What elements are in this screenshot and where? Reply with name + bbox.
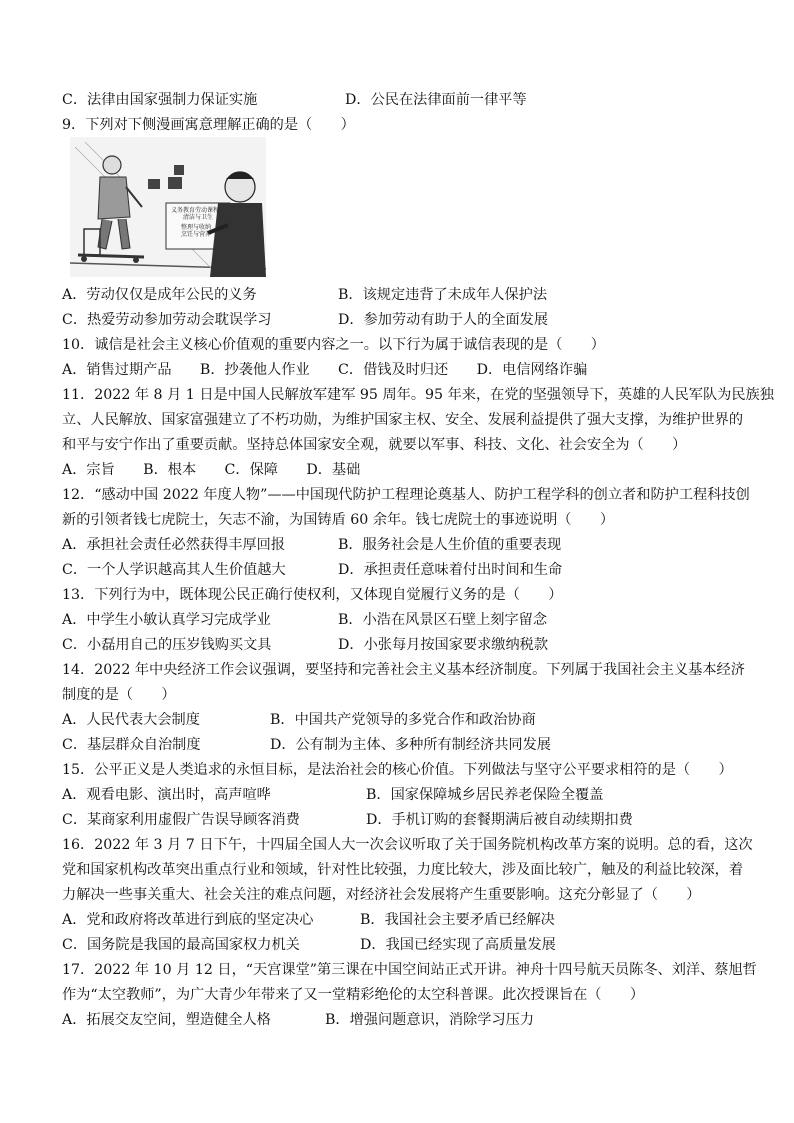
q15-option-d: D．手机订购的套餐期满后被自动续期扣费 bbox=[366, 812, 633, 828]
q9-stem: 9．下列对下侧漫画寓意理解正确的是（ ） bbox=[62, 117, 355, 133]
q17-line-2: 作为“太空教师”，为广大青少年带来了又一堂精彩绝伦的太空科普课。此次授课旨在（ ） bbox=[62, 987, 645, 1003]
q8-option-d: D．公民在法律面前一律平等 bbox=[345, 92, 527, 108]
q16-option-b: B．我国社会主要矛盾已经解决 bbox=[360, 912, 555, 928]
q15-stem: 15．公平正义是人类追求的永恒目标，是法治社会的核心价值。下列做法与坚守公平要求相符的是（ ） bbox=[62, 762, 733, 778]
q14-line-1: 14．2022 年中央经济工作会议强调，要坚持和完善社会主义基本经济制度。下列属于我国社会主义基本经济 bbox=[62, 662, 745, 678]
q9-option-c: C．热爱劳动参加劳动会耽误学习 bbox=[62, 312, 272, 328]
q12-option-a: A．承担社会责任必然获得丰厚回报 bbox=[62, 537, 286, 553]
q14-option-a: A．人民代表大会制度 bbox=[62, 712, 200, 728]
cartoon-sign-line-3: 整理与收纳 bbox=[181, 224, 212, 231]
q9-cartoon-image bbox=[70, 137, 266, 277]
q10-options: A．销售过期产品 B．抄袭他人作业 C．借钱及时归还 D．电信网络诈骗 bbox=[62, 362, 588, 378]
q14-line-2: 制度的是（ ） bbox=[62, 687, 176, 703]
q14-option-b: B．中国共产党领导的多党合作和政治协商 bbox=[270, 712, 536, 728]
q16-option-c: C．国务院是我国的最高国家权力机关 bbox=[62, 937, 300, 953]
q17-option-b: B．增强问题意识，消除学习压力 bbox=[325, 1012, 535, 1028]
q12-option-b: B．服务社会是人生价值的重要表现 bbox=[338, 537, 562, 553]
q16-line-2: 党和国家机构改革突出重点行业和领域，针对性比较强，力度比较大，涉及面比较广，触及的利益比较深，着 bbox=[62, 862, 744, 878]
q13-option-c: C．小磊用自己的压岁钱购买文具 bbox=[62, 637, 272, 653]
q12-line-1: 12．“感动中国 2022 年度人物”——中国现代防护工程理论奠基人、防护工程学科的创立者和防护工程科技创 bbox=[62, 487, 750, 503]
q16-option-d: D．我国已经实现了高质量发展 bbox=[360, 937, 556, 953]
q12-line-2: 新的引领者钱七虎院士，矢志不渝，为国铸盾 60 余年。钱七虎院士的事迹说明（ ） bbox=[62, 512, 615, 528]
q11-line-3: 和平与安宁作出了重要贡献。坚持总体国家安全观，就要以军事、科技、文化、社会安全为（ ） bbox=[62, 437, 687, 453]
q10-stem: 10．诚信是社会主义核心价值观的重要内容之一。以下行为属于诚信表现的是（ ） bbox=[62, 337, 605, 353]
q11-options: A．宗旨 B．根本 C．保障 D．基础 bbox=[62, 462, 361, 478]
q12-option-d: D．承担责任意味着付出时间和生命 bbox=[338, 562, 563, 578]
q9-option-a: A．劳动仅仅是成年公民的义务 bbox=[62, 287, 257, 303]
q16-line-3: 力解决一些事关重大、社会关注的难点问题，对经济社会发展将产生重要影响。这充分彰显了（ ） bbox=[62, 887, 701, 903]
q15-option-b: B．国家保障城乡居民养老保险全覆盖 bbox=[366, 787, 604, 803]
q16-option-a: A．党和政府将改革进行到底的坚定决心 bbox=[62, 912, 314, 928]
q13-stem: 13．下列行为中，既体现公民正确行使权利，又体现自觉履行义务的是（ ） bbox=[62, 587, 563, 603]
q11-line-2: 立、人民解放、国家富强建立了不朽功勋，为维护国家主权、安全、发展利益提供了强大支撑，为维护世界的 bbox=[62, 412, 744, 428]
q13-option-a: A．中学生小敏认真学习完成学业 bbox=[62, 612, 271, 628]
cartoon-sign-line-1: 义务教育劳动课程 bbox=[171, 207, 220, 214]
q11-line-1: 11．2022 年 8 月 1 日是中国人民解放军建军 95 周年。95 年来，在党的坚强领导下，英雄的人民军队为民族独 bbox=[62, 387, 774, 403]
q9-option-b: B．该规定违背了未成年人保护法 bbox=[338, 287, 548, 303]
q17-option-a: A．拓展交友空间，塑造健全人格 bbox=[62, 1012, 271, 1028]
cartoon-sign-line-4: 烹饪与营养 bbox=[181, 231, 212, 238]
cartoon-sign-line-2: 清洁与卫生 bbox=[183, 214, 214, 221]
q16-line-1: 16．2022 年 3 月 7 日下午，十四届全国人大一次会议听取了关于国务院机构改革方案的说明。总的看，这次 bbox=[62, 837, 753, 853]
q13-option-b: B．小浩在风景区石壁上刻字留念 bbox=[338, 612, 548, 628]
q12-option-c: C．一个人学识越高其人生价值越大 bbox=[62, 562, 286, 578]
q15-option-c: C．某商家利用虚假广告误导顾客消费 bbox=[62, 812, 300, 828]
q15-option-a: A．观看电影、演出时，高声喧哗 bbox=[62, 787, 271, 803]
q14-option-c: C．基层群众自治制度 bbox=[62, 737, 201, 753]
cartoon-illustration-icon bbox=[70, 137, 266, 277]
q14-option-d: D．公有制为主体、多种所有制经济共同发展 bbox=[270, 737, 551, 753]
q9-option-d: D．参加劳动有助于人的全面发展 bbox=[338, 312, 549, 328]
q8-option-c: C．法律由国家强制力保证实施 bbox=[62, 92, 258, 108]
q13-option-d: D．小张每月按国家要求缴纳税款 bbox=[338, 637, 549, 653]
q17-line-1: 17．2022 年 10 月 12 日，“天宫课堂”第三课在中国空间站正式开讲。神舟十四号航天员陈冬、刘洋、蔡旭哲 bbox=[62, 962, 757, 978]
